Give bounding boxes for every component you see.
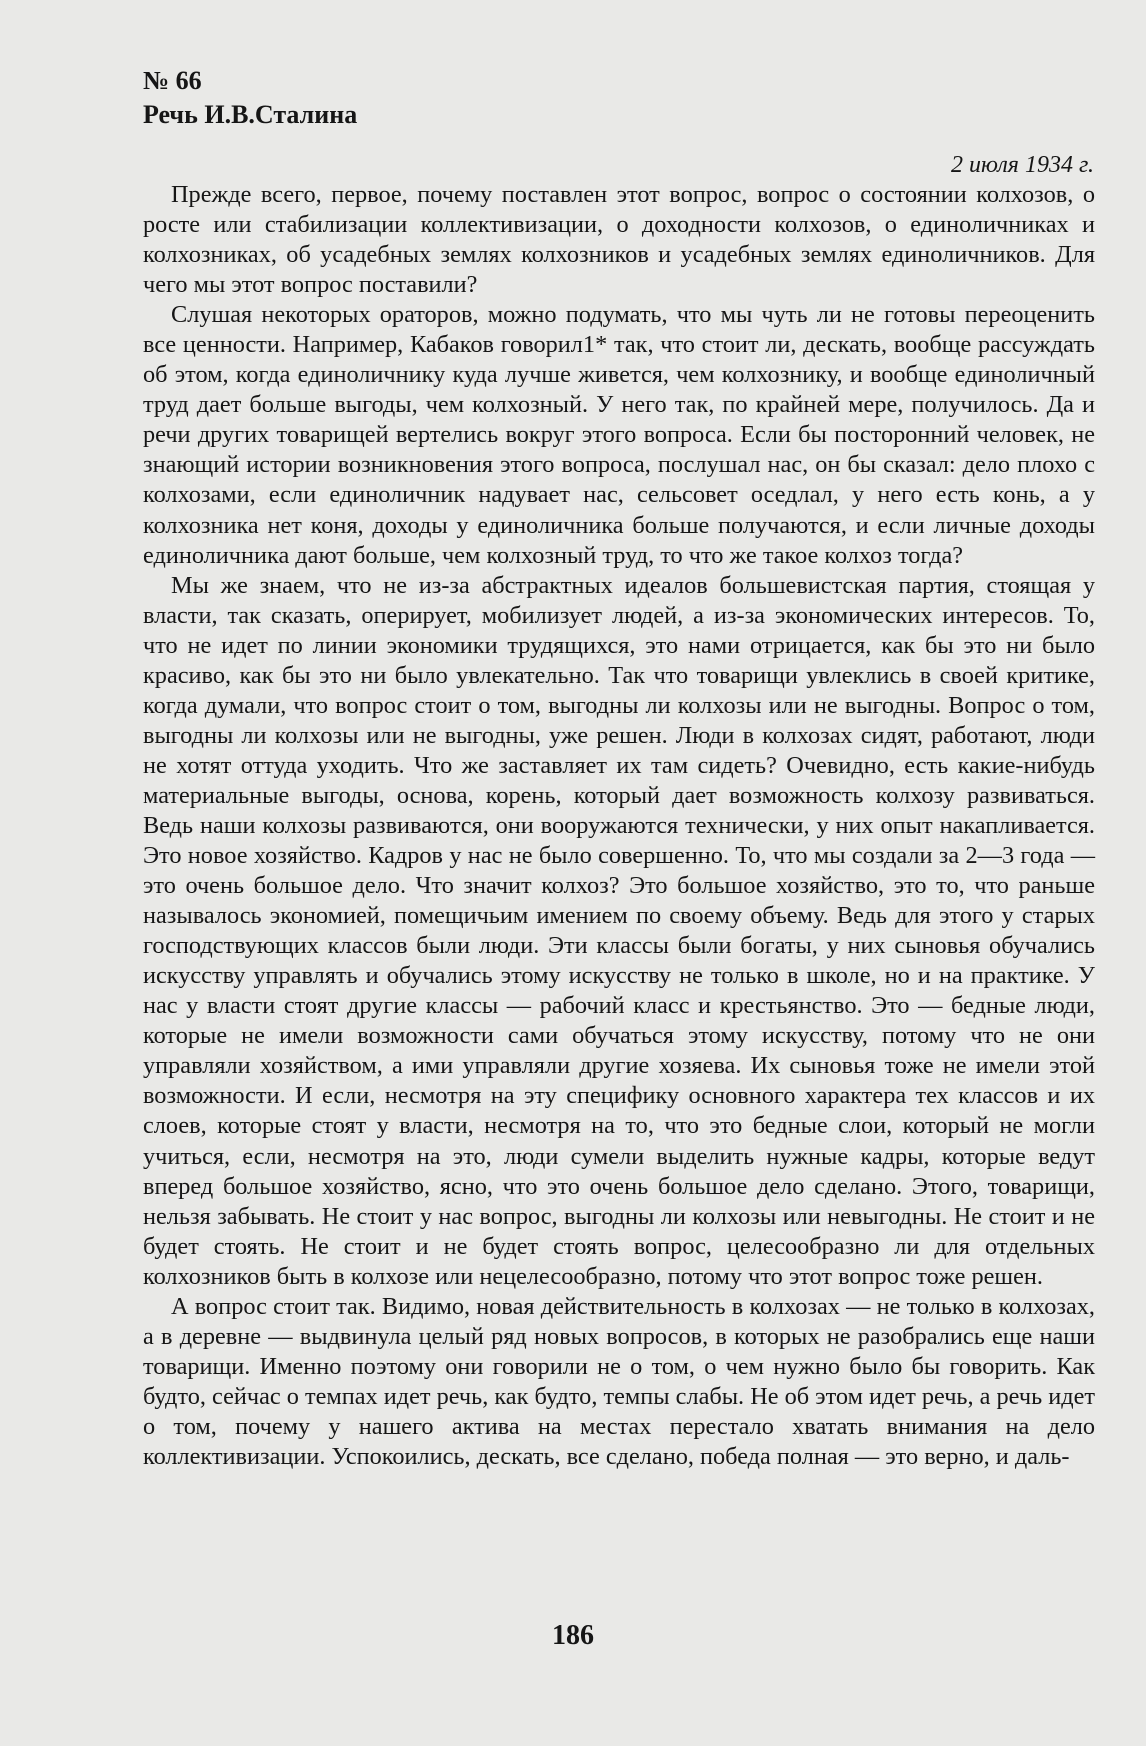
paragraph: Мы же знаем, что не из-за абстрактных идеалов большевистская партия, стоящая у власти, так сказать, оперирует, мобилизует людей, а из-за экономических интересов. То, что не идет по линии экономики трудящихся, это нами отрицается, как бы это ни было красиво, как бы это ни было увлекательно. Так что товарищи увлеклись в своей критике, когда думали, что вопрос стоит о том, выгодны ли колхозы или не выгодны. Вопрос о том, выгодны ли колхозы или не выгодны, уже решен. Люди в колхозах сидят, работают, люди не хотят оттуда уходить. Что же заставляет их там сидеть? Очевидно, есть какие-нибудь материальные выгоды, основа, корень, который дает возможность колхозу развиваться. Ведь наши колхозы развиваются, они вооружаются технически, у них опыт накапливается. Это новое хозяйство. Кадров у нас не было совершенно. То, что мы создали за 2—3 года — это очень большое дело. Что значит колхоз? Это большое хозяйство, это то, что раньше называлось экономией, помещичьим имением по своему объему. Ведь для этого у старых господствующих классов были люди. Эти классы были богаты, у них сыновья обучались искусству управлять и обучались этому искусству не только в школе, но и на практике. У нас у власти стоят другие классы — рабочий класс и крестьянство. Это — бедные люди, которые не имели возможности сами обучаться этому искусству, потому что не они управляли хозяйством, а ими управляли другие хозяева. Их сыновья тоже не имели этой возможности. И если, несмотря на эту специфику основного характера тех классов и их слоев, которые стоят у власти, несмотря на то, что это бедные слои, который не могли учиться, если, несмотря на это, люди сумели выделить нужные кадры, которые ведут вперед большое хозяйство, ясно, что это очень большое дело сделано. Этого, товарищи, нельзя забывать. Не стоит у нас вопрос, выгодны ли колхозы или невыгодны. Не стоит и не будет стоять. Не стоит и не будет стоять вопрос, целесообразно ли для отдельных колхозников быть в колхозе или нецелесообразно, потому что этот вопрос тоже решен. [143, 571, 1095, 1290]
paragraph: Слушая некоторых ораторов, можно подумать, что мы чуть ли не готовы переоценить все ценности. Например, Кабаков говорил1* так, что стоит ли, дескать, вообще рассуждать об этом, когда единоличнику куда лучше живется, чем колхознику, и вообще единоличный труд дает больше выгоды, чем колхозный. У него так, по крайней мере, получилось. Да и речи других товарищей вертелись вокруг этого вопроса. Если бы посторонний человек, не знающий истории возникновения этого вопроса, послушал нас, он бы сказал: дело плохо с колхозами, если единоличник надувает нас, сельсовет оседлал, у него есть конь, а у колхозника нет коня, доходы у единоличника больше получаются, и если личные доходы единоличника дают больше, чем колхозный труд, то что же такое колхоз тогда? [143, 301, 1095, 569]
paragraph: А вопрос стоит так. Видимо, новая действительность в колхозах — не только в колхозах, а в деревне — выдвинула целый ряд новых вопросов, в которых не разобрались еще наши товарищи. Именно поэтому они говорили не о том, о чем нужно было бы говорить. Как будто, сейчас о темпах идет речь, как будто, темпы слабы. Не об этом идет речь, а речь идет о том, почему у нашего актива на местах перестало хватать внимания на дело коллективизации. Успокоились, дескать, все сделано, победа полная — это верно, и даль- [143, 1292, 1095, 1470]
document-title: Речь И.В.Сталина [143, 100, 358, 129]
page-number: 186 [552, 1620, 594, 1651]
document-number: № 66 [143, 66, 202, 95]
paragraph: Прежде всего, первое, почему поставлен этот вопрос, вопрос о состоянии колхозов, о росте или стабилизации коллективизации, о доходности колхозов, о единоличниках и колхозниках, об усадебных землях колхозников и усадебных землях единоличников. Для чего мы этот вопрос поставили? [143, 181, 1095, 299]
document-date: 2 июля 1934 г. [951, 152, 1094, 178]
speech-body [143, 180, 1095, 1472]
